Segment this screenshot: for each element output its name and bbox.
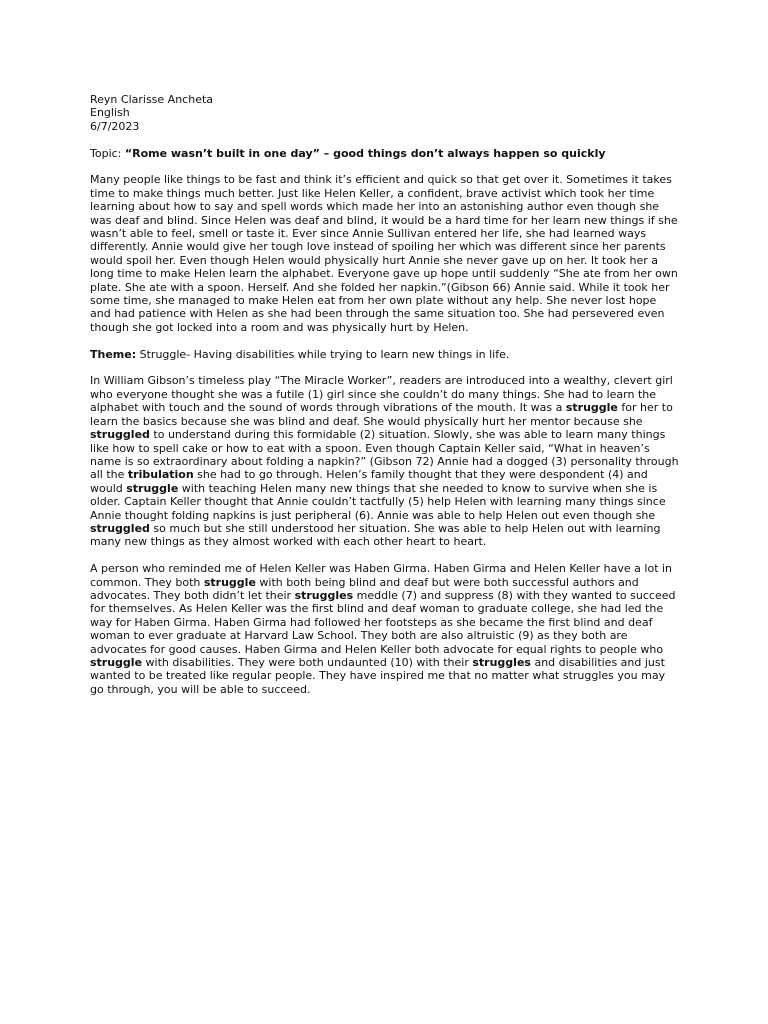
text-run: with disabilities. They were both undaunted (10) with their xyxy=(142,655,473,669)
bold-term: struggles xyxy=(472,655,531,669)
bold-term: struggle xyxy=(90,655,143,669)
bold-term: struggled xyxy=(90,428,150,442)
bold-term: struggled xyxy=(90,521,150,535)
theme-label: Theme: xyxy=(90,347,137,361)
text-run: to understand during this formidable (2) situation. Slowly, she was able to learn many things like how to spell cake or how to eat with a spoon. Even though Captain Keller said, “What in heaven’s name is so extraordinary about folding a napkin?” (Gibson 72) Annie had a dogged (3) personality through all the xyxy=(90,428,679,482)
text-run: with both being blind and deaf but were both successful authors and advocates. They both didn’t let their xyxy=(90,575,639,602)
bold-term: struggle xyxy=(126,481,179,495)
bold-term: struggles xyxy=(294,588,354,602)
text-run: with teaching Helen many new things that she needed to know to survive when she is older. Captain Keller thought that Annie couldn’t tactfully (5) help Helen with learning many things since Annie thought folding napkins is just peripheral (6). Annie was able to help Helen out even though she xyxy=(90,481,666,522)
bold-term: tribulation xyxy=(127,468,194,482)
text-run: for her to learn the basics because she was blind and deaf. She would physically hurt her mentor because she xyxy=(90,401,673,428)
theme-line xyxy=(90,348,680,361)
author-name: Reyn Clarisse Ancheta xyxy=(90,93,214,106)
intro-paragraph: Many people like things to be fast and think it’s efficient and quick so that get over it. Sometimes it takes time to make things much better. Just like Helen Keller, a confident, brave activist which took her time learning about how to say and spell words which made her into an astonishing author even though she was deaf and blind. Since Helen was deaf and blind, it would be a hard time for her learn new things if she wasn’t able to feel, smell or taste it. Ever since Annie Sullivan entered her life, she had learned ways differently. Annie would give her tough love instead of spoiling her which was different since her parents would spoil her. Even though Helen would physically hurt Annie she never gave up on her. It took her a long time to make Helen learn the alphabet. Everyone gave up hope until suddenly “She ate from her own plate. She ate with a spoon. Herself. And she folded her napkin.”(Gibson 66) Annie said. While it took her some time, she managed to make Helen eat from her own plate without any help. She never lost hope and had patience with Helen as she had been through the same situation too. She had persevered even though she got locked into a room and was physically hurt by Helen. xyxy=(90,173,678,334)
subject-name: English xyxy=(90,106,130,120)
document-date: 6/7/2023 xyxy=(90,119,140,133)
text-run: and disabilities and just wanted to be treated like regular people. They have inspired me that no matter what struggles you may go through, you will be able to succeed. xyxy=(90,655,666,696)
text-run: meddle (7) and suppress (8) with they wanted to succeed for themselves. As Helen Keller was the first blind and deaf woman to graduate college, she had led the way for Haben Girma. Haben Girma had followed her footsteps as she became the first blind and deaf woman to ever graduate at Harvard Law School. They both are also altruistic (9) as they both are advocates for good causes. Haben Girma and Helen Keller both advocate for equal rights to people who xyxy=(90,588,676,656)
topic-label: Topic: xyxy=(90,146,125,160)
document-page xyxy=(90,93,680,696)
text-run: so much but she still understood her situation. She was able to help Helen out with learning many new things as they almost worked with each other heart to heart. xyxy=(90,521,661,549)
paragraph-haben-girma xyxy=(90,562,680,696)
text-run: In William Gibson’s timeless play “The Miracle Worker”, readers are introduced into a wealthy, clevert girl who everyone thought she was a futile (1) girl since she couldn’t do many things. She had to learn the alphabet with touch and the sound of words through vibrations of the mouth. It was a xyxy=(90,374,673,415)
topic-value: “Rome wasn’t built in one day” – good things don’t always happen so quickly xyxy=(124,146,606,160)
paragraph-miracle-worker xyxy=(90,374,680,548)
theme-value: Struggle- Having disabilities while trying to learn new things in life. xyxy=(136,347,510,361)
bold-term: struggle xyxy=(565,401,618,415)
text-run: A person who reminded me of Helen Keller was Haben Girma. Haben Girma and Helen Keller have a lot in common. They both xyxy=(90,562,673,589)
topic-line xyxy=(90,147,680,160)
text-run: she had to go through. Helen’s family thought that they were despondent (4) and would xyxy=(90,468,648,495)
bold-term: struggle xyxy=(203,575,256,589)
